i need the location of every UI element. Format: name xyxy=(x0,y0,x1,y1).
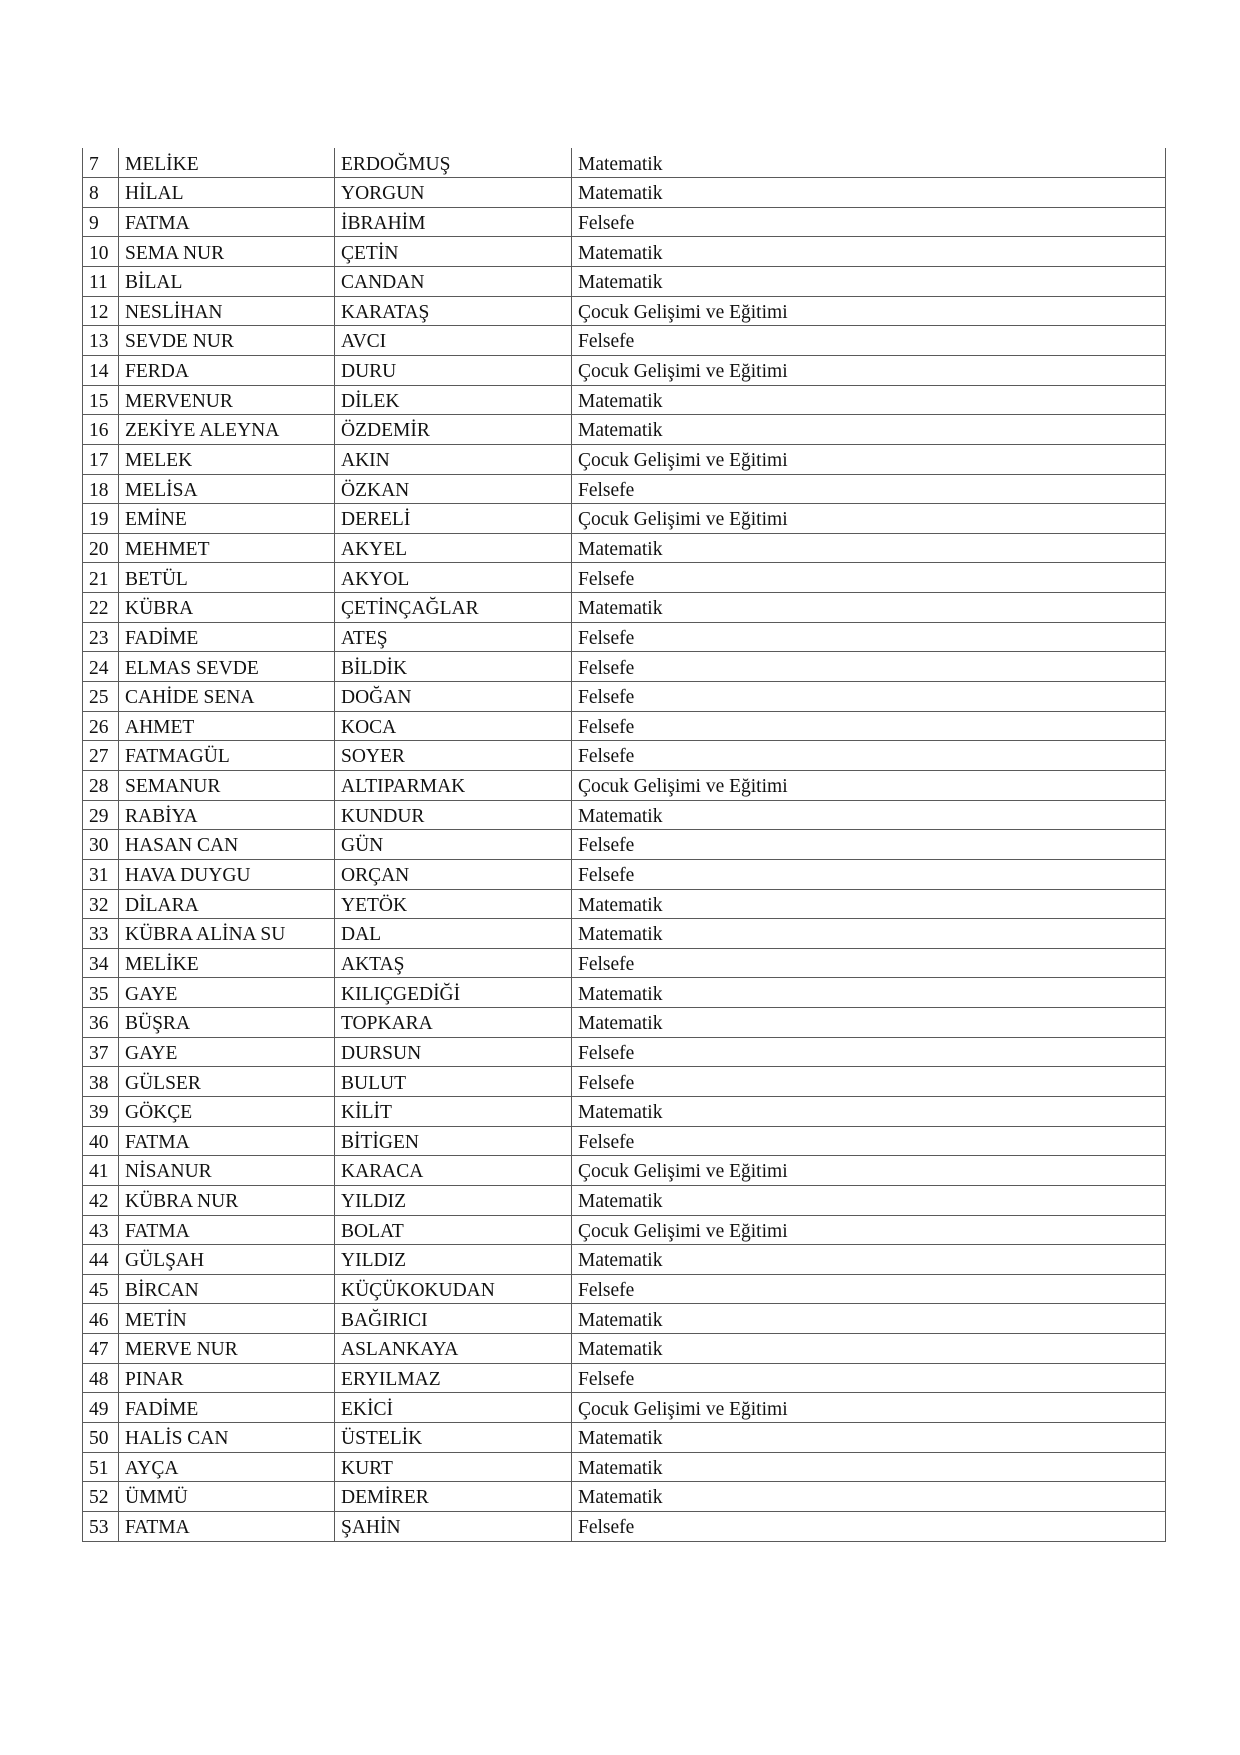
department-cell: Felsefe xyxy=(572,563,1166,593)
row-number-cell: 47 xyxy=(83,1334,119,1364)
department-cell: Matematik xyxy=(572,1304,1166,1334)
first-name-cell: FADİME xyxy=(119,622,335,652)
table-row xyxy=(83,593,1166,623)
row-number-cell: 10 xyxy=(83,237,119,267)
last-name-cell: DEMİRER xyxy=(335,1482,572,1512)
last-name-cell: KURT xyxy=(335,1452,572,1482)
department-cell: Çocuk Gelişimi ve Eğitimi xyxy=(572,1215,1166,1245)
first-name-cell: FATMA xyxy=(119,1511,335,1541)
last-name-cell: BİLDİK xyxy=(335,652,572,682)
department-cell: Matematik xyxy=(572,385,1166,415)
department-cell: Felsefe xyxy=(572,474,1166,504)
department-cell: Felsefe xyxy=(572,1037,1166,1067)
department-cell: Matematik xyxy=(572,237,1166,267)
table-row xyxy=(83,800,1166,830)
department-cell: Matematik xyxy=(572,178,1166,208)
last-name-cell: YILDIZ xyxy=(335,1245,572,1275)
first-name-cell: KÜBRA ALİNA SU xyxy=(119,919,335,949)
first-name-cell: SEMA NUR xyxy=(119,237,335,267)
first-name-cell: BİLAL xyxy=(119,267,335,297)
last-name-cell: İBRAHİM xyxy=(335,207,572,237)
department-cell: Çocuk Gelişimi ve Eğitimi xyxy=(572,1393,1166,1423)
last-name-cell: AVCI xyxy=(335,326,572,356)
row-number-cell: 53 xyxy=(83,1511,119,1541)
table-row xyxy=(83,415,1166,445)
row-number-cell: 43 xyxy=(83,1215,119,1245)
table-row xyxy=(83,563,1166,593)
department-cell: Felsefe xyxy=(572,741,1166,771)
first-name-cell: KÜBRA xyxy=(119,593,335,623)
first-name-cell: GÜLSER xyxy=(119,1067,335,1097)
table-row xyxy=(83,741,1166,771)
row-number-cell: 42 xyxy=(83,1185,119,1215)
table-row xyxy=(83,1482,1166,1512)
last-name-cell: AKIN xyxy=(335,444,572,474)
last-name-cell: ÜSTELİK xyxy=(335,1423,572,1453)
first-name-cell: NİSANUR xyxy=(119,1156,335,1186)
table-row xyxy=(83,1423,1166,1453)
department-cell: Felsefe xyxy=(572,682,1166,712)
table-row xyxy=(83,474,1166,504)
row-number-cell: 49 xyxy=(83,1393,119,1423)
row-number-cell: 52 xyxy=(83,1482,119,1512)
last-name-cell: ÇETİNÇAĞLAR xyxy=(335,593,572,623)
department-cell: Matematik xyxy=(572,919,1166,949)
row-number-cell: 26 xyxy=(83,711,119,741)
last-name-cell: BULUT xyxy=(335,1067,572,1097)
row-number-cell: 48 xyxy=(83,1363,119,1393)
department-cell: Matematik xyxy=(572,1482,1166,1512)
last-name-cell: KARATAŞ xyxy=(335,296,572,326)
row-number-cell: 13 xyxy=(83,326,119,356)
first-name-cell: BETÜL xyxy=(119,563,335,593)
table-row xyxy=(83,326,1166,356)
table-row xyxy=(83,1511,1166,1541)
last-name-cell: BAĞIRICI xyxy=(335,1304,572,1334)
first-name-cell: FATMA xyxy=(119,1126,335,1156)
row-number-cell: 32 xyxy=(83,889,119,919)
department-cell: Çocuk Gelişimi ve Eğitimi xyxy=(572,770,1166,800)
row-number-cell: 51 xyxy=(83,1452,119,1482)
table-row xyxy=(83,385,1166,415)
first-name-cell: DİLARA xyxy=(119,889,335,919)
table-row xyxy=(83,1037,1166,1067)
row-number-cell: 18 xyxy=(83,474,119,504)
department-cell: Çocuk Gelişimi ve Eğitimi xyxy=(572,1156,1166,1186)
table-row xyxy=(83,1245,1166,1275)
row-number-cell: 34 xyxy=(83,948,119,978)
department-cell: Felsefe xyxy=(572,1067,1166,1097)
table-row xyxy=(83,830,1166,860)
department-cell: Felsefe xyxy=(572,859,1166,889)
row-number-cell: 41 xyxy=(83,1156,119,1186)
table-row xyxy=(83,1274,1166,1304)
last-name-cell: DERELİ xyxy=(335,504,572,534)
last-name-cell: ATEŞ xyxy=(335,622,572,652)
first-name-cell: HİLAL xyxy=(119,178,335,208)
first-name-cell: MELİKE xyxy=(119,948,335,978)
first-name-cell: MERVENUR xyxy=(119,385,335,415)
table-row xyxy=(83,1067,1166,1097)
last-name-cell: ŞAHİN xyxy=(335,1511,572,1541)
department-cell: Çocuk Gelişimi ve Eğitimi xyxy=(572,355,1166,385)
row-number-cell: 23 xyxy=(83,622,119,652)
first-name-cell: FATMA xyxy=(119,207,335,237)
table-row xyxy=(83,178,1166,208)
row-number-cell: 50 xyxy=(83,1423,119,1453)
last-name-cell: AKYOL xyxy=(335,563,572,593)
row-number-cell: 40 xyxy=(83,1126,119,1156)
department-cell: Felsefe xyxy=(572,326,1166,356)
table-row xyxy=(83,682,1166,712)
row-number-cell: 27 xyxy=(83,741,119,771)
row-number-cell: 28 xyxy=(83,770,119,800)
table-row xyxy=(83,1097,1166,1127)
last-name-cell: BOLAT xyxy=(335,1215,572,1245)
last-name-cell: BİTİGEN xyxy=(335,1126,572,1156)
first-name-cell: MELİSA xyxy=(119,474,335,504)
last-name-cell: KUNDUR xyxy=(335,800,572,830)
row-number-cell: 12 xyxy=(83,296,119,326)
table-row xyxy=(83,1452,1166,1482)
table-row xyxy=(83,296,1166,326)
first-name-cell: AHMET xyxy=(119,711,335,741)
department-cell: Felsefe xyxy=(572,622,1166,652)
table-row xyxy=(83,859,1166,889)
row-number-cell: 44 xyxy=(83,1245,119,1275)
last-name-cell: AKYEL xyxy=(335,533,572,563)
row-number-cell: 29 xyxy=(83,800,119,830)
department-cell: Matematik xyxy=(572,1334,1166,1364)
department-cell: Çocuk Gelişimi ve Eğitimi xyxy=(572,504,1166,534)
department-cell: Felsefe xyxy=(572,948,1166,978)
last-name-cell: TOPKARA xyxy=(335,1008,572,1038)
table-row xyxy=(83,1008,1166,1038)
first-name-cell: NESLİHAN xyxy=(119,296,335,326)
first-name-cell: FATMAGÜL xyxy=(119,741,335,771)
last-name-cell: KOCA xyxy=(335,711,572,741)
last-name-cell: ASLANKAYA xyxy=(335,1334,572,1364)
department-cell: Çocuk Gelişimi ve Eğitimi xyxy=(572,444,1166,474)
last-name-cell: DOĞAN xyxy=(335,682,572,712)
last-name-cell: GÜN xyxy=(335,830,572,860)
department-cell: Matematik xyxy=(572,800,1166,830)
department-cell: Matematik xyxy=(572,267,1166,297)
table-row xyxy=(83,1126,1166,1156)
row-number-cell: 20 xyxy=(83,533,119,563)
last-name-cell: ALTIPARMAK xyxy=(335,770,572,800)
department-cell: Felsefe xyxy=(572,830,1166,860)
table-row xyxy=(83,1304,1166,1334)
table-row xyxy=(83,978,1166,1008)
table-row xyxy=(83,504,1166,534)
department-cell: Felsefe xyxy=(572,1363,1166,1393)
table-row xyxy=(83,533,1166,563)
last-name-cell: KILIÇGEDİĞİ xyxy=(335,978,572,1008)
first-name-cell: ZEKİYE ALEYNA xyxy=(119,415,335,445)
row-number-cell: 35 xyxy=(83,978,119,1008)
row-number-cell: 37 xyxy=(83,1037,119,1067)
first-name-cell: AYÇA xyxy=(119,1452,335,1482)
table-row xyxy=(83,237,1166,267)
table-row xyxy=(83,207,1166,237)
table-row xyxy=(83,267,1166,297)
table-row xyxy=(83,919,1166,949)
last-name-cell: ÖZKAN xyxy=(335,474,572,504)
table-row xyxy=(83,1363,1166,1393)
first-name-cell: HASAN CAN xyxy=(119,830,335,860)
last-name-cell: DAL xyxy=(335,919,572,949)
department-cell: Felsefe xyxy=(572,207,1166,237)
student-table xyxy=(82,148,1166,1542)
row-number-cell: 9 xyxy=(83,207,119,237)
row-number-cell: 38 xyxy=(83,1067,119,1097)
first-name-cell: FADİME xyxy=(119,1393,335,1423)
first-name-cell: BİRCAN xyxy=(119,1274,335,1304)
last-name-cell: ERYILMAZ xyxy=(335,1363,572,1393)
last-name-cell: KARACA xyxy=(335,1156,572,1186)
last-name-cell: ORÇAN xyxy=(335,859,572,889)
row-number-cell: 15 xyxy=(83,385,119,415)
last-name-cell: YORGUN xyxy=(335,178,572,208)
row-number-cell: 31 xyxy=(83,859,119,889)
first-name-cell: BÜŞRA xyxy=(119,1008,335,1038)
table-row xyxy=(83,622,1166,652)
table-row xyxy=(83,652,1166,682)
table-row xyxy=(83,1334,1166,1364)
row-number-cell: 39 xyxy=(83,1097,119,1127)
first-name-cell: GÜLŞAH xyxy=(119,1245,335,1275)
table-row xyxy=(83,148,1166,178)
row-number-cell: 25 xyxy=(83,682,119,712)
table-row xyxy=(83,711,1166,741)
last-name-cell: KÜÇÜKOKUDAN xyxy=(335,1274,572,1304)
first-name-cell: MERVE NUR xyxy=(119,1334,335,1364)
last-name-cell: CANDAN xyxy=(335,267,572,297)
row-number-cell: 24 xyxy=(83,652,119,682)
last-name-cell: AKTAŞ xyxy=(335,948,572,978)
department-cell: Matematik xyxy=(572,1185,1166,1215)
department-cell: Matematik xyxy=(572,1452,1166,1482)
row-number-cell: 14 xyxy=(83,355,119,385)
table-row xyxy=(83,1393,1166,1423)
row-number-cell: 21 xyxy=(83,563,119,593)
first-name-cell: FERDA xyxy=(119,355,335,385)
table-row xyxy=(83,355,1166,385)
department-cell: Matematik xyxy=(572,1245,1166,1275)
department-cell: Matematik xyxy=(572,1097,1166,1127)
row-number-cell: 22 xyxy=(83,593,119,623)
first-name-cell: SEVDE NUR xyxy=(119,326,335,356)
last-name-cell: KİLİT xyxy=(335,1097,572,1127)
row-number-cell: 36 xyxy=(83,1008,119,1038)
department-cell: Felsefe xyxy=(572,1126,1166,1156)
department-cell: Matematik xyxy=(572,1423,1166,1453)
last-name-cell: SOYER xyxy=(335,741,572,771)
row-number-cell: 19 xyxy=(83,504,119,534)
first-name-cell: GAYE xyxy=(119,1037,335,1067)
row-number-cell: 7 xyxy=(83,148,119,178)
department-cell: Felsefe xyxy=(572,652,1166,682)
department-cell: Matematik xyxy=(572,1008,1166,1038)
row-number-cell: 46 xyxy=(83,1304,119,1334)
first-name-cell: MELEK xyxy=(119,444,335,474)
row-number-cell: 30 xyxy=(83,830,119,860)
table-row xyxy=(83,770,1166,800)
first-name-cell: CAHİDE SENA xyxy=(119,682,335,712)
table-row xyxy=(83,1156,1166,1186)
department-cell: Matematik xyxy=(572,978,1166,1008)
department-cell: Matematik xyxy=(572,415,1166,445)
table-row xyxy=(83,1215,1166,1245)
student-table-body xyxy=(83,148,1166,1541)
last-name-cell: YETÖK xyxy=(335,889,572,919)
first-name-cell: RABİYA xyxy=(119,800,335,830)
last-name-cell: ERDOĞMUŞ xyxy=(335,148,572,178)
row-number-cell: 16 xyxy=(83,415,119,445)
first-name-cell: GAYE xyxy=(119,978,335,1008)
table-row xyxy=(83,889,1166,919)
last-name-cell: ÖZDEMİR xyxy=(335,415,572,445)
first-name-cell: GÖKÇE xyxy=(119,1097,335,1127)
first-name-cell: ELMAS SEVDE xyxy=(119,652,335,682)
last-name-cell: DURU xyxy=(335,355,572,385)
department-cell: Çocuk Gelişimi ve Eğitimi xyxy=(572,296,1166,326)
first-name-cell: SEMANUR xyxy=(119,770,335,800)
first-name-cell: PINAR xyxy=(119,1363,335,1393)
row-number-cell: 8 xyxy=(83,178,119,208)
last-name-cell: DİLEK xyxy=(335,385,572,415)
row-number-cell: 17 xyxy=(83,444,119,474)
department-cell: Felsefe xyxy=(572,1511,1166,1541)
row-number-cell: 11 xyxy=(83,267,119,297)
last-name-cell: EKİCİ xyxy=(335,1393,572,1423)
last-name-cell: ÇETİN xyxy=(335,237,572,267)
first-name-cell: FATMA xyxy=(119,1215,335,1245)
first-name-cell: HAVA DUYGU xyxy=(119,859,335,889)
table-row xyxy=(83,948,1166,978)
department-cell: Matematik xyxy=(572,593,1166,623)
last-name-cell: YILDIZ xyxy=(335,1185,572,1215)
department-cell: Felsefe xyxy=(572,1274,1166,1304)
row-number-cell: 33 xyxy=(83,919,119,949)
department-cell: Matematik xyxy=(572,889,1166,919)
first-name-cell: ÜMMÜ xyxy=(119,1482,335,1512)
department-cell: Matematik xyxy=(572,148,1166,178)
table-row xyxy=(83,1185,1166,1215)
first-name-cell: METİN xyxy=(119,1304,335,1334)
department-cell: Felsefe xyxy=(572,711,1166,741)
last-name-cell: DURSUN xyxy=(335,1037,572,1067)
first-name-cell: MELİKE xyxy=(119,148,335,178)
first-name-cell: EMİNE xyxy=(119,504,335,534)
first-name-cell: HALİS CAN xyxy=(119,1423,335,1453)
row-number-cell: 45 xyxy=(83,1274,119,1304)
table-row xyxy=(83,444,1166,474)
first-name-cell: MEHMET xyxy=(119,533,335,563)
first-name-cell: KÜBRA NUR xyxy=(119,1185,335,1215)
department-cell: Matematik xyxy=(572,533,1166,563)
